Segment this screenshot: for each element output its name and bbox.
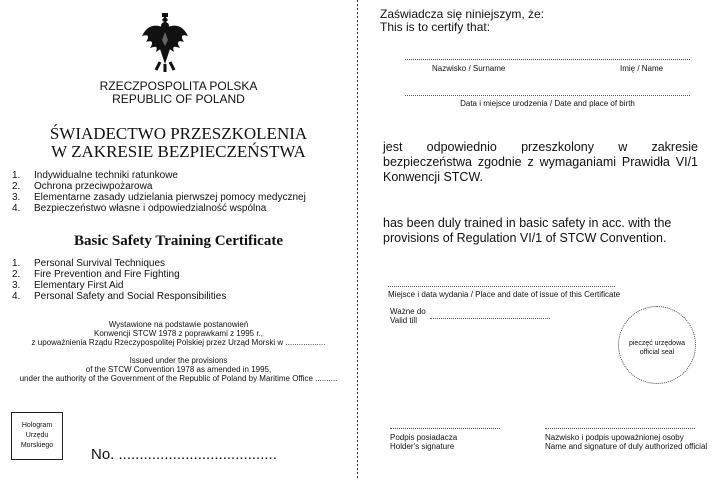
list-item: 1. Indywidualne techniki ratunkowe xyxy=(12,170,178,181)
list-en xyxy=(12,258,352,302)
title-pl-line1: ŚWIADECTWO PRZESZKOLENIA xyxy=(49,124,308,143)
statement-pl: jest odpowiednio przeszkolony w zakresie bezpieczeństwa zgodnie z wymaganiami Prawidła VI/1 Konwencji STCW. xyxy=(383,140,698,184)
certify-pl: Zaświadcza się niniejszym, że: xyxy=(380,7,545,21)
certify-en: This is to certify that: xyxy=(380,20,491,34)
issue-line xyxy=(388,286,615,287)
list-item: 1. Personal Survival Techniques xyxy=(12,258,166,269)
holder-en: Holder's signature xyxy=(390,442,455,451)
title-en: Basic Safety Training Certificate xyxy=(74,233,283,249)
official-seal xyxy=(618,306,696,384)
issued-en-block: Issued under the provisions of the STCW Convention 1978 as amended in 1995, under the authority of the Government of the Republic of Poland by Maritime Office .......... xyxy=(19,356,338,383)
emblem xyxy=(140,12,190,74)
country-pl: RZECZPOSPOLITA POLSKA xyxy=(99,79,258,93)
valid-line xyxy=(430,318,550,319)
list-item: 4. Bezpieczeństwo własne i odpowiedzialność wspólna xyxy=(12,203,267,214)
title-pl-line2: W ZAKRESIE BEZPIECZEŃSTWA xyxy=(51,142,306,161)
seal-en: official seal xyxy=(639,349,675,356)
birth-line xyxy=(405,95,690,96)
certificate-number: No. ...................................... xyxy=(91,446,277,463)
list-item: 2. Fire Prevention and Fire Fighting xyxy=(12,269,180,280)
holder-signature-line xyxy=(390,428,500,429)
valid-en: Valid till xyxy=(390,316,417,325)
eagle-emblem-icon xyxy=(140,12,190,74)
hologram-box: Hologram Urzędu Morskiego xyxy=(11,412,63,460)
country-en: REPUBLIC OF POLAND xyxy=(112,92,245,106)
seal-pl: pieczęć urzędowa xyxy=(628,340,686,347)
official-signature-line xyxy=(545,428,695,429)
list-item: 2. Ochrona przeciwpożarowa xyxy=(12,181,153,192)
holder-pl: Podpis posiadacza xyxy=(390,433,458,442)
list-item: 4. Personal Safety and Social Responsibilities xyxy=(12,291,227,302)
issue-label: Miejsce i data wydania / Place and date of issue of this Certificate xyxy=(388,290,621,299)
list-pl xyxy=(12,170,352,214)
official-en: Name and signature of duly authorized official xyxy=(545,442,708,451)
surname-label: Nazwisko / Surname xyxy=(432,64,506,73)
page-divider xyxy=(357,0,358,480)
statement-en: has been duly trained in basic safety in acc. with the provisions of Regulation VI/1 of STCW Convention. xyxy=(383,216,672,245)
list-item: 3. Elementarne zasady udzielania pierwszej pomocy medycznej xyxy=(12,192,306,203)
official-pl: Nazwisko i podpis upoważnionej osoby xyxy=(545,433,684,442)
surname-line xyxy=(405,59,690,60)
list-item: 3. Elementary First Aid xyxy=(12,280,124,291)
birth-label: Data i miejsce urodzenia / Date and place of birth xyxy=(460,99,635,108)
valid-pl: Ważne do xyxy=(390,307,426,316)
issued-pl-block: Wystawione na podstawie postanowień Konwencji STCW 1978 z poprawkami z 1995 r., z upoważnienia Rządu Rzeczypospolitej Polskiej przez Urząd Morski w .................. xyxy=(31,320,326,347)
name-label: Imię / Name xyxy=(620,64,664,73)
